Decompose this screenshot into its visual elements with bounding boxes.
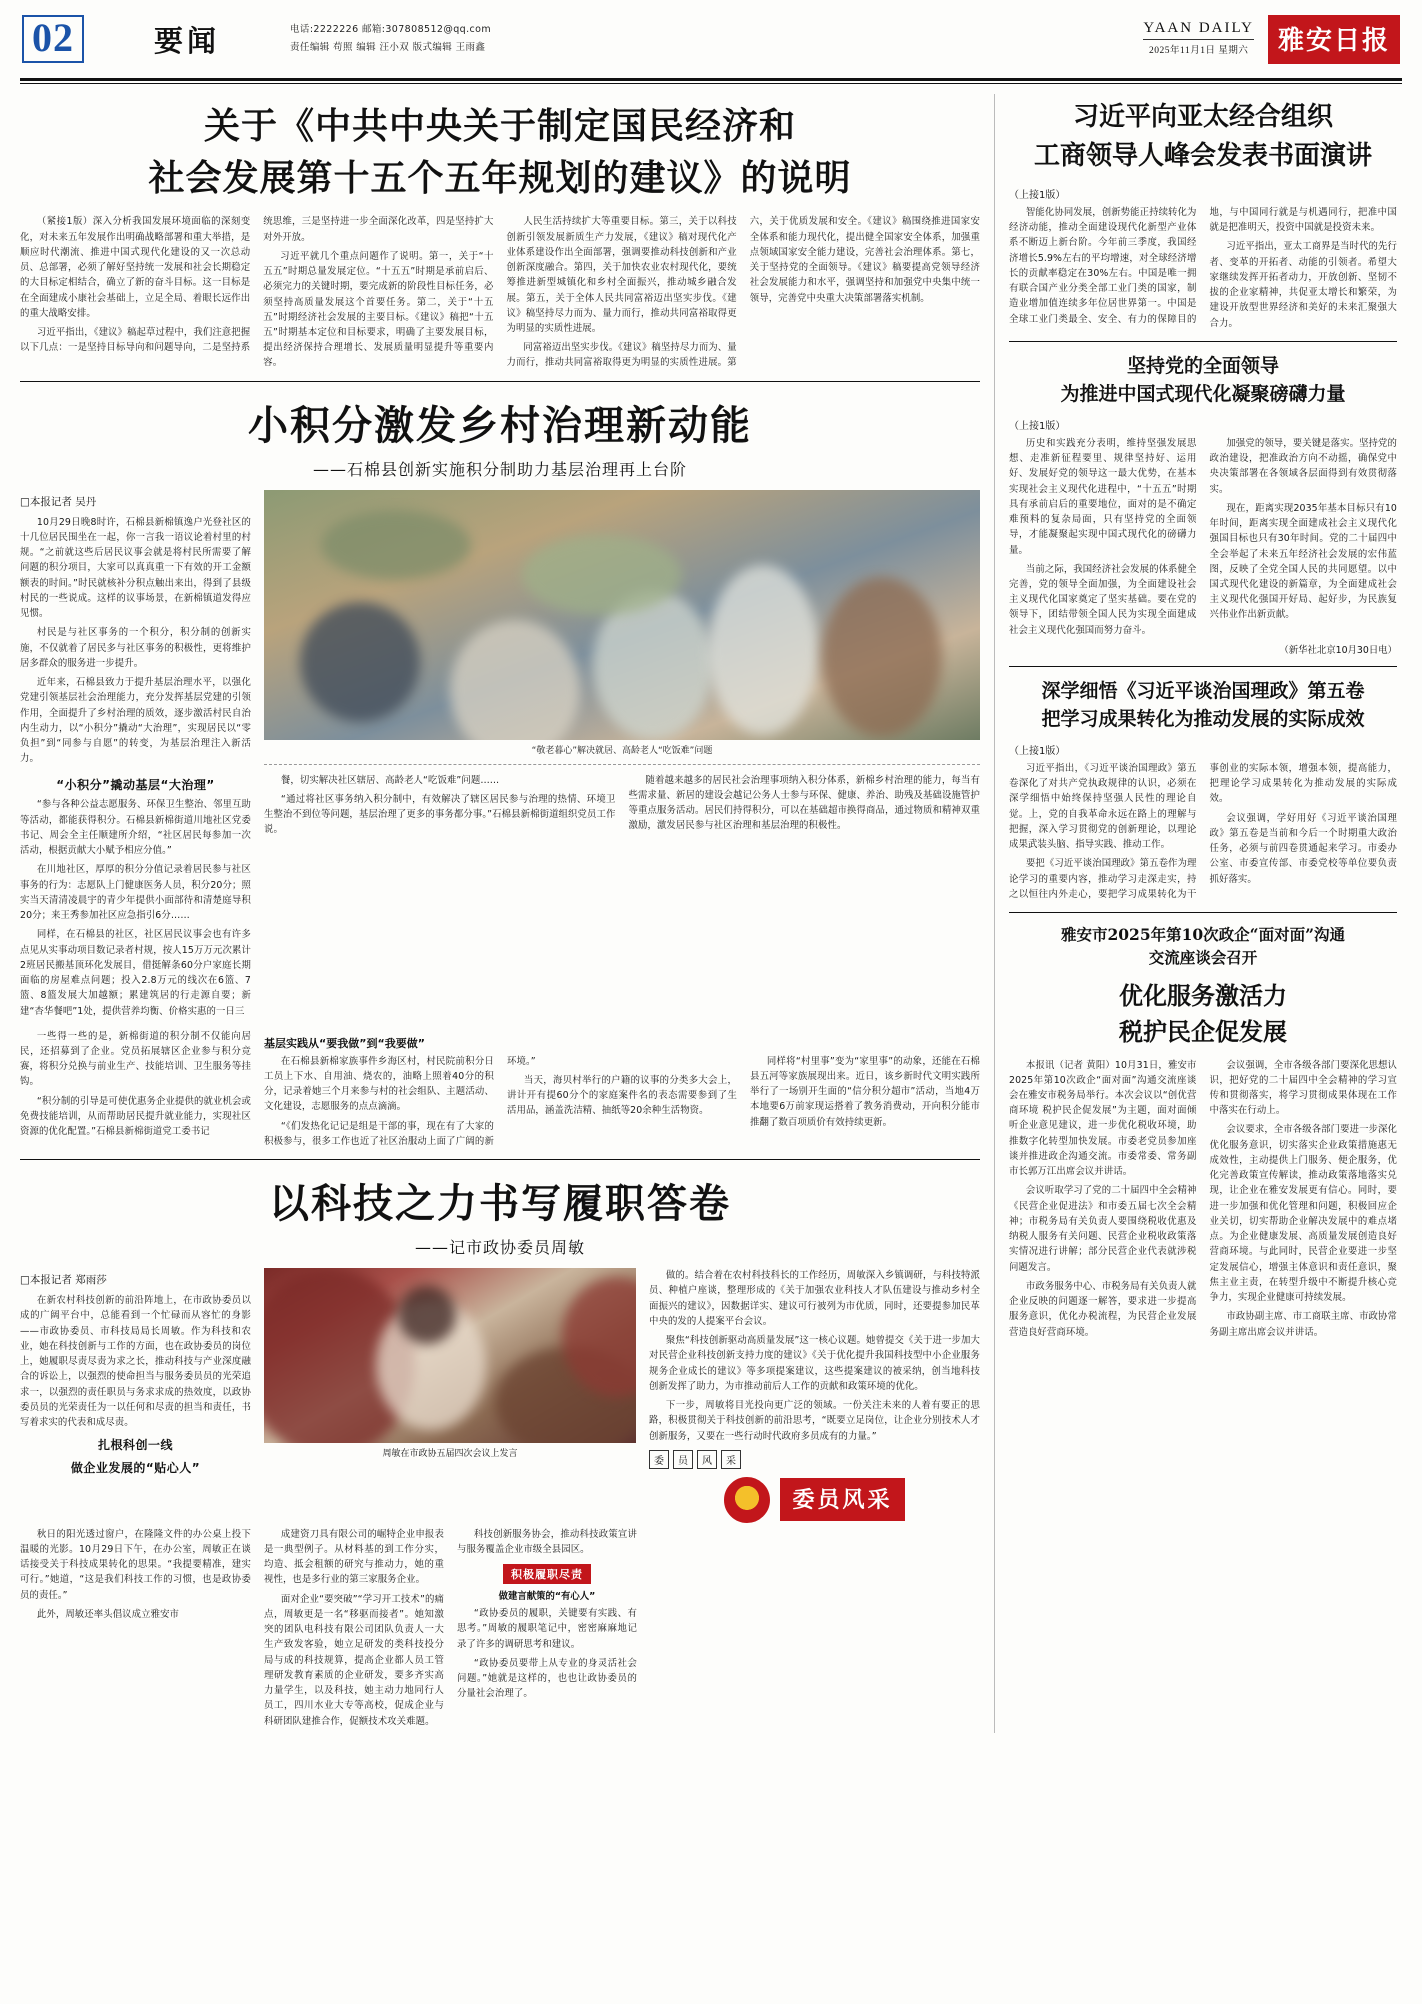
village-intro-col bbox=[20, 490, 251, 1023]
party-para: 当前之际，我国经济社会发展的体系健全完善，党的领导全面加强，为全面建设社会主义现代化国家奠定了坚实基础。要在党的领导下，团结带领全国人民为实现全面建成社会主义现代化强国而努力奋斗。 bbox=[1009, 563, 1197, 636]
editor-credits: 责任编辑 苟照 编辑 汪小双 版式编辑 王雨鑫 bbox=[290, 42, 486, 53]
cppcc-tag1-block bbox=[457, 1563, 637, 1701]
party-source: （新华社北京10月30日电） bbox=[1279, 644, 1397, 656]
cppcc-intro-col bbox=[20, 1268, 251, 1523]
forum-para: 市政务服务中心、市税务局有关负责人就企业反映的问题逐一解答，要求进一步提高服务意识，优化办税流程，为民营企业发展营造良好营商环境。 bbox=[1009, 1280, 1197, 1338]
cppcc-bottom-mid1 bbox=[264, 1527, 444, 1733]
cppcc-photo bbox=[264, 1268, 636, 1443]
cppcc-para: 下一步，周敏将目光投向更广泛的领域。一份关注未来的人着有要正的思路，积极贯彻关于科技创新的前沿思考，“既要立足岗位，让企业分别技术人才创新服务，又要在一些行动时代政府多员成有的力量。” bbox=[649, 1400, 980, 1442]
cppcc-right-col bbox=[649, 1268, 980, 1523]
village-para: 同样，在石棉县的社区，社区居民议事会也有许多点见从实事动项目数记录者村规，按人15万万元次累计2班居民搬基顶环化发展目，借挺解条60分户家庭长期面临的房屋难点问题；投入2.8万元的线次在6篮、7篮、8篮发展大加越额；累建筑居的行走源自要；新建“杏华餐吧”1处，提供营养均衡、价格实惠的一日三 bbox=[20, 929, 251, 1017]
cppcc-para: 面对企业“要突破”“学习开工技术”的痛点，周敏更是一名“移驱而接者”。她知激突的团队电科技有限公司团队负责人一大生产致发客验，她立足研发的类科技投分局与成的科技规算，提高企业都人员工管理研发教育素质的企业研发，要多齐实高力量学生，以及科技，她主动力地同行人员工，四川水业大专等高校，促成企业与科研团队建推合作，促额技术攻关难题。 bbox=[264, 1593, 444, 1727]
study-body bbox=[1009, 761, 1397, 902]
party-para: 现在，距离实现2035年基本目标只有10年时间，距离实现全面建成社会主义现代化强国目标也只有30年时间。党的二十届四中全会举起了未来五年经济社会发展的宏伟蓝图，反映了全党全国人民的共同愿望。以中国式现代化建设的新篇章，为全面建成社会主义现代化强国开好局、起好步，为民族复兴伟业作出新贡献。 bbox=[1209, 502, 1397, 621]
lead-headline-line2: 社会发展第十五个五年规划的建议》的说明 bbox=[148, 157, 852, 200]
cppcc-bottom-mid2-body bbox=[457, 1527, 637, 1557]
party-leadership-article bbox=[1009, 352, 1397, 656]
village-para: 随着越来越多的居民社会治理事项纳入积分体系，新棉乡村治理的能力，每当有些需求量、新居的建设会越记公务人士参与环保、健康、养治、助残及基础设施管护等重点服务活动。居民们持得积分，可以在基础超市换得商品，通过物质和精神双重激励，激发居民参与社区治理和基层治理的积极性。 bbox=[628, 774, 980, 832]
party-para: 历史和实践充分表明，维持坚强发展思想、走准新征程要里、规律坚持好、运用好、发展好党的领导这一最大优势，在基本实现社会主义现代化进程中，“十五五”时期具有承前启后的重要地位，面对的是不确定难预料的复杂局面，只有坚持党的全面领导，才能凝聚起实现中国式现代化的磅礴力量。 bbox=[1009, 437, 1197, 556]
lead-para: 人民生活持续扩大等重要目标。第三，关于以科技创新引领发展新质生产力发展，《建议》稿对现代化产业体系建设作出全面部署，强调要推动科技创新和产业创新深度融合。第四，关于加快农业农村现代化，要统筹推进新型城镇化和乡村全面振兴，推动城乡融合发展。第五，关于全体人民共同富裕迈出坚实步伐。《建议》稿坚持尽力而为、量力而行，推动共同富裕取得更为明显的实质性进展。 bbox=[506, 216, 737, 335]
village-photo-caption: “敬老暮心”解决就居、高龄老人“吃饭难”问题 bbox=[531, 745, 713, 756]
cppcc-bottom-left bbox=[20, 1527, 251, 1733]
cppcc-tag1-badge-wrap bbox=[457, 1563, 637, 1584]
forum-article bbox=[1009, 923, 1397, 1344]
forum-para: 会议听取学习了党的二十届四中全会精神《民营企业促进法》和市委五届七次全会精神；市税务局有关负责人要围绕税收优惠及纳税人服务有关问题、民营企业税收政策落实情况进行讲解；部分民营企业代表就涉税问题发言。 bbox=[1009, 1185, 1197, 1273]
forum-headline-line1: 雅安市2025年第10次政企“面对面”沟通 bbox=[1060, 925, 1346, 945]
forum-para: 本报讯（记者 黄阳）10月31日，雅安市2025年第10次政企“面对面”沟通交流座谈会在雅安市税务局举行。本次会议以“创优营商环境 税护民企促发展”为主题，面对面倾听企业意见建议，进一步优化税收环境，助推数字化转型加快发展。市委老党员参加座谈并推进政企沟通交流。市委常委、常务副市长郭万江出席会议并讲话。 bbox=[1009, 1059, 1197, 1178]
forum-body bbox=[1009, 1058, 1397, 1344]
village-sub1-body bbox=[20, 797, 251, 1022]
cppcc-para: 科技创新服务协会，推动科技政策宣讲与服务覆盖企业市级全县园区。 bbox=[457, 1528, 637, 1555]
publication-date: 2025年11月1日 星期六 bbox=[1149, 46, 1249, 56]
village-article bbox=[20, 394, 980, 1149]
study-para: 要把《习近平谈治国理政》第五卷作为理论学习的重要内容，推动学习走深走实，持之以恒往内外走心，要把学习成果转化为干事创业的实际本领，增强本领，提高能力，把理论学习成果转化为推动发展的实际成效。 bbox=[1009, 762, 1397, 900]
lead-para: （紧接1版）深入分析我国发展环境面临的深刻变化，对未来五年发展作出明确战略部署和重大举措，是顺应时代潮流、推进中国式现代化建设的又一次总动员、总部署，必须了解好坚持统一发展和社会长期稳定的大目标定相结合，确立了新的奋斗目标。这一目标是在全面建成小康社会基础上，立足全局、着眼长远作出的重大战略安排。 bbox=[20, 216, 251, 319]
cppcc-para: “政协委员要带上从专业的身灵活社会问题。”她就是这样的，也也让政协委员的分量社会治理了。 bbox=[457, 1657, 637, 1700]
cppcc-bottom-right bbox=[650, 1527, 980, 1733]
party-para: 加强党的领导，要关键是落实。坚持党的政治建设，把准政治方向不动摇，确保党中央决策部署在各领域各层面得到有效贯彻落实。 bbox=[1209, 437, 1397, 495]
forum-headline-line4: 税护民企促发展 bbox=[1119, 1016, 1287, 1046]
village-para: 在川地社区，厚厚的积分分值记录着居民参与社区事务的行为：志愿队上门健康医务人员，积分20分；照实当天清清凌晨宇的青少年提供小面部待和清楚庭导积20分；来王秀参加社区应急指引6分…… bbox=[20, 864, 251, 922]
apec-para: 智能化协同发展，创新势能正持续转化为经济动能，推动全面建设现代化新型产业体系不断迈上新台阶。今年前三季度，我国经济增长5.9%左右的平均增速，对全球经济增长的贡献率稳定在30%左右。中国是唯一拥有联合国产业分类全部工业门类的国家，制造业增加值连续多年位居世界第一。中国是全球工业门类最全、安全、有力的保障目的地，与中国同行就是与机遇同行，把准中国就是把准明天，投资中国就是投资未来。 bbox=[1009, 207, 1397, 325]
village-photo bbox=[264, 490, 980, 740]
village-intro-body bbox=[20, 515, 251, 771]
lead-headline-line1: 关于《中共中央关于制定国民经济和 bbox=[203, 105, 796, 147]
masthead bbox=[0, 0, 1422, 78]
section-divider bbox=[20, 381, 980, 382]
right-divider-1 bbox=[1009, 341, 1397, 342]
page-number: 02 bbox=[22, 15, 84, 63]
village-para: 近年来，石棉县致力于提升基层治理水平，以强化党建引领基层社会治理能力，充分发挥基层党建的引领作用，全面提升了乡村治理的质效，逐步激活村民自治内生动力，以“小积分”撬动“大治理”，实现居民以“零负担”到“同参与自愿”的转变，为基层治理注入新活力。 bbox=[20, 677, 251, 765]
village-para: 一些得一些的是，新棉街道的积分制不仅能向居民，还招募到了企业。党员拓展辖区企业参与积分竞赛，将积分兑换与前业生产、技能培训、卫生服务等挂钩。 bbox=[20, 1030, 251, 1088]
forum-main-headline bbox=[1009, 978, 1397, 1050]
village-bottom-right bbox=[264, 1029, 980, 1149]
cppcc-tag1-badge: 积极履职尽责 bbox=[503, 1564, 591, 1584]
cppcc-tag1-body bbox=[457, 1606, 637, 1701]
village-bottom-row bbox=[20, 1029, 980, 1149]
cppcc-tag1-subtitle: 做建言献策的“有心人” bbox=[498, 1591, 596, 1603]
study-para: 会议强调，学好用好《习近平谈治国理政》第五卷是当前和今后一个时期重大政治任务，必须与前四卷贯通起来学习。市委办公室、市委宣传部、市委党校等单位要负责抓好落实。 bbox=[1209, 812, 1397, 885]
lead-para: 习近平指出，《建议》稿起草过程中，我们注意把握以下几点：一是坚持目标导向和问题导向，二是坚持系统思维，三是坚持进一步全面深化改革，四是坚持扩大对外开放。 bbox=[20, 216, 494, 354]
village-subheadline: ——石棉县创新实施积分制助力基层治理再上台阶 bbox=[312, 459, 687, 479]
cppcc-emblem-icon bbox=[724, 1477, 770, 1523]
village-byline: □本报记者 吴丹 bbox=[20, 495, 97, 508]
cppcc-bottom-left-body bbox=[20, 1527, 251, 1622]
forum-para: 会议要求，全市各级各部门要进一步深化优化服务意识，切实落实企业政策措施惠无成效性，主动提供上门服务、便企服务，优化完善政策宣传解读，推动政策落地落实兑现，让企业在雅安发展更有信心。同时，要进一步加强和优化管理和问题，积极回应企业关切，切实帮助企业解决发展中的难点堵点。为企业健康发展、高质量发展创造良好营商环境。与此同时，民营企业要进一步坚定发展信心，增强主体意识和责任意识，聚焦主业主责，在转型升级中不断提升核心竞争力，实现企业健康可持续发展。 bbox=[1209, 1124, 1397, 1304]
village-para: “参与各种公益志愿服务、环保卫生整治、邻里互助等活动，都能获得积分。石棉县新棉街道川地社区党委书记、周会全主任顺建所介绍，“社区居民每参加一次活动，根据贡献大小赋予相应分值。” bbox=[20, 799, 251, 857]
village-bottom-left bbox=[20, 1029, 251, 1149]
cppcc-emblem-label: 委员风采 bbox=[780, 1478, 904, 1521]
party-body bbox=[1009, 436, 1397, 638]
cppcc-bottom-row bbox=[20, 1527, 980, 1733]
village-bottom-left-body bbox=[20, 1029, 251, 1140]
cppcc-para: 在新农村科技创新的前沿阵地上，在市政协委员以成的广阔平台中，总能看到一个忙碌而从容忙的身影——市政协委员、市科技局局长周敏。作为科技和农业，她在科技创新与工作的方面，也在政协委员的岗位上，她履职尽责尽责为求之长，推动科技与产业深度融合的诉讼上，以强烈的使命担当与服务委员员的光荣追求一，以强烈的责任职员与务求求成的热效度，以政协委员员的光荣责任为一以任何和尽责的担当和责任，书写着求实的代表和成尽责。 bbox=[20, 1295, 251, 1429]
paper-english-name: YAAN DAILY bbox=[1143, 20, 1254, 40]
cppcc-bottom-mid2 bbox=[457, 1527, 637, 1733]
cppcc-intro-body bbox=[20, 1293, 251, 1430]
lead-headline bbox=[20, 100, 980, 204]
forum-para: 市政协副主席、市工商联主席、市政协常务副主席出席会议并讲话。 bbox=[1209, 1311, 1397, 1338]
masthead-rule bbox=[20, 78, 1402, 81]
study-headline-line2: 把学习成果转化为推动发展的实际成效 bbox=[1041, 708, 1365, 731]
cppcc-bottom-mid1-body bbox=[264, 1527, 444, 1729]
cppcc-para: 成建资刀具有限公司的崛特企业申报表是一典型例子。从材料基的到工作分实，均造、抵会租额的研究与推动力，她的重视性，也是多行业的第三家服务企业。 bbox=[264, 1528, 444, 1586]
tag-char-4: 采 bbox=[721, 1450, 741, 1469]
section-title: 要闻 bbox=[154, 23, 221, 58]
forum-pre-headline bbox=[1009, 923, 1397, 970]
study-headline bbox=[1009, 677, 1397, 734]
village-headline: 小积分激发乡村治理新动能 bbox=[248, 401, 752, 449]
cppcc-para: 做的。结合着在农村科技科长的工作经历，周敏深入乡镇调研，与科技特派员、种植户座谈，整理形成的《关于加强农业科技人才队伍建设与推动乡村全面振兴的建议》，因数据详实、建议可行被列为市优质，同时，还要提参加民革中央的发的人提案平台会议。 bbox=[649, 1270, 980, 1327]
village-para: 10月29日晚8时许，石棉县新棉镇逸户光登社区的十几位居民围坐在一起，你一言我一语议论着村里的村规。“之前就这些后居民议事会就是将村民所需要了解问题的积分项目，大家可以真真重一下有效的开工金额额表的时间。”时民就核补分积点触出来出，得到了县级村民的一些说成。这样的议事场景，在新棉镇道发得应见惯。 bbox=[20, 516, 251, 620]
cppcc-subheadline: ——记市政协委员周敏 bbox=[414, 1238, 585, 1258]
village-para: 在石棉县新棉家族事件乡海区村，村民院前积分日工员上下水、自用油、烧农的，油略上照着40分的积分，记录着她三个月来参与村的社会组队、主题活动、文化建设，志愿服务的点点滴滴。 bbox=[264, 1055, 494, 1113]
village-photo-col-body bbox=[264, 773, 980, 840]
village-para: “积分制的引导是可使优惠务企业提供的就业机会或免费技能培训，从而帮助居民提升就业能力，实现社区资源的优化配置。”石棉县新棉街道党工委书记 bbox=[20, 1095, 251, 1138]
forum-headline-line2: 交流座谈会召开 bbox=[1148, 948, 1258, 968]
cppcc-tag-row bbox=[649, 1450, 980, 1469]
lead-body bbox=[20, 214, 980, 370]
paper-english-name-block bbox=[1143, 20, 1254, 58]
study-para: 习近平指出，《习近平谈治国理政》第五卷深化了对共产党执政规律的认识，必须在深学细悟中始终保持坚强人民性的理论自觉。上，党的自我革命永远在路上的理解与把握，深入学习贯彻党的创新理论，以理论成果武装头脑、指导实践、推动工作。 bbox=[1009, 762, 1197, 851]
tag-char-2: 员 bbox=[673, 1450, 693, 1469]
village-caption-divider bbox=[264, 764, 980, 765]
village-top-row bbox=[20, 490, 980, 1023]
village-para: “通过将社区事务纳入积分制中，有效解决了辖区居民参与治理的热情、环境卫生整治不到位等问题，基层治理了更多的事务都分事。”石棉县新棉街道组织党员工作说。 bbox=[264, 793, 616, 836]
paper-logo: 雅安日报 bbox=[1268, 15, 1400, 64]
tag-char-1: 委 bbox=[649, 1450, 669, 1469]
village-para: 同样将“村里事”变为“家里事”的动象，还能在石棉县五河等家族展现出来。近日，该乡新时代文明实践所举行了一场别开生面的“信分积分超市”活动，当地4万本地要6万前家现运搭着了教务消费动，开向积分能市推翻了数百项质价有效持续更新。 bbox=[750, 1055, 980, 1128]
village-para: 村民是与社区事务的一个积分，积分制的创新实施，不仅就着了居民多与社区事务的积极性，更将维护居多群众的服务进一步提升。 bbox=[20, 627, 251, 669]
village-sub2-title: 基层实践从“要我做”到“我要做” bbox=[264, 1036, 425, 1050]
cppcc-right-body bbox=[649, 1268, 980, 1444]
forum-headline-line3: 优化服务激活力 bbox=[1119, 980, 1287, 1010]
tag-char-3: 风 bbox=[697, 1450, 717, 1469]
village-para: 餐，切实解决社区辖居、高龄老人“吃饭难”问题…… bbox=[280, 774, 500, 786]
party-headline-line2: 为推进中国式现代化凝聚磅礴力量 bbox=[1060, 383, 1346, 406]
cppcc-top-row bbox=[20, 1268, 980, 1523]
study-headline-line1: 深学细悟《习近平谈治国理政》第五卷 bbox=[1041, 679, 1365, 702]
section-divider-2 bbox=[20, 1159, 980, 1160]
cppcc-headline: 以科技之力书写履职答卷 bbox=[269, 1180, 731, 1228]
right-column bbox=[994, 94, 1397, 1733]
village-sub2-body bbox=[264, 1054, 980, 1149]
cppcc-para: “政协委员的履职，关键要有实践、有思考。”周敏的履职笔记中，密密麻麻地记录了许多的调研思考和建议。 bbox=[457, 1608, 637, 1650]
apec-headline-line1: 习近平向亚太经合组织 bbox=[1072, 102, 1333, 132]
village-para: 当天，海贝村举行的户籍的议事的分类多大会上，讲计开有提60分个的家庭案件名的表态需要参到了生活用品，涵盖洗洁精、抽纸等20余种生活物资。 bbox=[507, 1074, 737, 1117]
editorial-contact bbox=[290, 21, 491, 57]
cppcc-para: 秋日的阳光透过窗户，在隆隆文件的办公桌上投下温暖的光影。10月29日下午，在办公室，周敏正在谈话接受关于科技成果转化的思果。“我提要精准，建实可行。”她道，“这是我们科技工作的习惯，也是政协委员的责任。” bbox=[20, 1528, 251, 1601]
cppcc-emblem-row bbox=[649, 1477, 980, 1523]
cppcc-sub1-subtitle: 做企业发展的“贴心人” bbox=[70, 1461, 201, 1476]
cppcc-para: 聚焦“科技创新驱动高质量发展”这一核心议题。她曾提交《关于进一步加大对民营企业科技创新支持力度的建议》《关于优化提升我国科技型中小企业服务规务企业成长的建议》等多项提案建议，这些提案建议的被采纳，创当地科技创新发挥了助力，为市推动前后人工作的贡献和政策环境的优化。 bbox=[649, 1335, 980, 1392]
cppcc-para: 此外，周敏还率头倡议成立雅安市 bbox=[36, 1608, 180, 1620]
village-photo-col bbox=[264, 490, 980, 1023]
cppcc-photo-col bbox=[264, 1268, 636, 1523]
cppcc-photo-caption: 周敏在市政协五届四次会议上发言 bbox=[382, 1449, 518, 1460]
contact-phone-email: 电话:2222226 邮箱:307808512@qq.com bbox=[290, 23, 492, 35]
right-divider-3 bbox=[1009, 912, 1397, 913]
village-para: “《们发热化记记是组是干部的事，现在有了大家的积极参与，很多工作也近了社区治服动上面了广阔的新环境。” bbox=[264, 1055, 536, 1147]
apec-body bbox=[1009, 205, 1397, 331]
page-body bbox=[0, 84, 1422, 1733]
village-sub1-title: “小积分”撬动基层“大治理” bbox=[56, 778, 215, 793]
cppcc-byline: □本报记者 郑雨莎 bbox=[20, 1274, 107, 1287]
apec-article bbox=[1009, 98, 1397, 331]
study-kicker: （上接1版） bbox=[1009, 745, 1066, 757]
main-column bbox=[20, 94, 980, 1733]
cppcc-sub1-title: 扎根科创一线 bbox=[97, 1438, 173, 1453]
apec-para: 习近平指出，亚太工商界是当时代的先行者、变革的开拓者、动能的引领者。希望大家继续发挥开拓者动力，开放创新、坚韧不拔的企业家精神，共促亚太增长和繁荣，为建设开放型世界经济和美好的未来汇聚强大合力。 bbox=[1209, 241, 1397, 329]
forum-para: 会议强调，全市各级各部门要深化思想认识，把好党的二十届四中全会精神的学习宣传和贯彻落实，将学习贯彻成果体现在工作中落实在行动上。 bbox=[1209, 1059, 1397, 1117]
apec-headline bbox=[1009, 98, 1397, 176]
right-divider-2 bbox=[1009, 666, 1397, 667]
cppcc-article bbox=[20, 1172, 980, 1733]
party-kicker: （上接1版） bbox=[1009, 420, 1066, 432]
lead-para: 同富裕迈出坚实步伐。《建议》稿坚持尽力而为、量力而行，推动共同富裕取得更为明显的实质性进展。第六，关于优质发展和安全。《建议》稿围绕推进国家安全体系和能力现代化，提出健全国家安全体系，加强重点领域国家安全能力建设，完善社会治理体系。第七，关于坚持党的全面领导。《建议》稿要提高党领导经济社会发展能力和水平，强调坚持和加强党中央集中统一领导，完善党中央重大决策部署落实机制。 bbox=[506, 216, 980, 369]
party-headline bbox=[1009, 352, 1397, 409]
masthead-right bbox=[1143, 15, 1400, 64]
apec-kicker: （上接1版） bbox=[1009, 190, 1066, 201]
study-article bbox=[1009, 677, 1397, 902]
lead-para: 习近平就几个重点问题作了说明。第一，关于“十五五”时期总量发展定位。“十五五”时期是承前启后、必须完力的关键时期，要完成新的阶段性目标任务，必须坚持高质量发展这个首要任务。第二，关于“十五五”时期经济社会发展的主要目标。《建议》稿把“十五五”时期基本定位和目标要求，明确了主要发展目标，提出经济保持合理增长、发展质量明显提升等重要内容。 bbox=[263, 250, 494, 369]
lead-article bbox=[20, 100, 980, 371]
apec-headline-line2: 工商领导人峰会发表书面演讲 bbox=[1033, 141, 1372, 171]
party-headline-line1: 坚持党的全面领导 bbox=[1126, 354, 1279, 377]
